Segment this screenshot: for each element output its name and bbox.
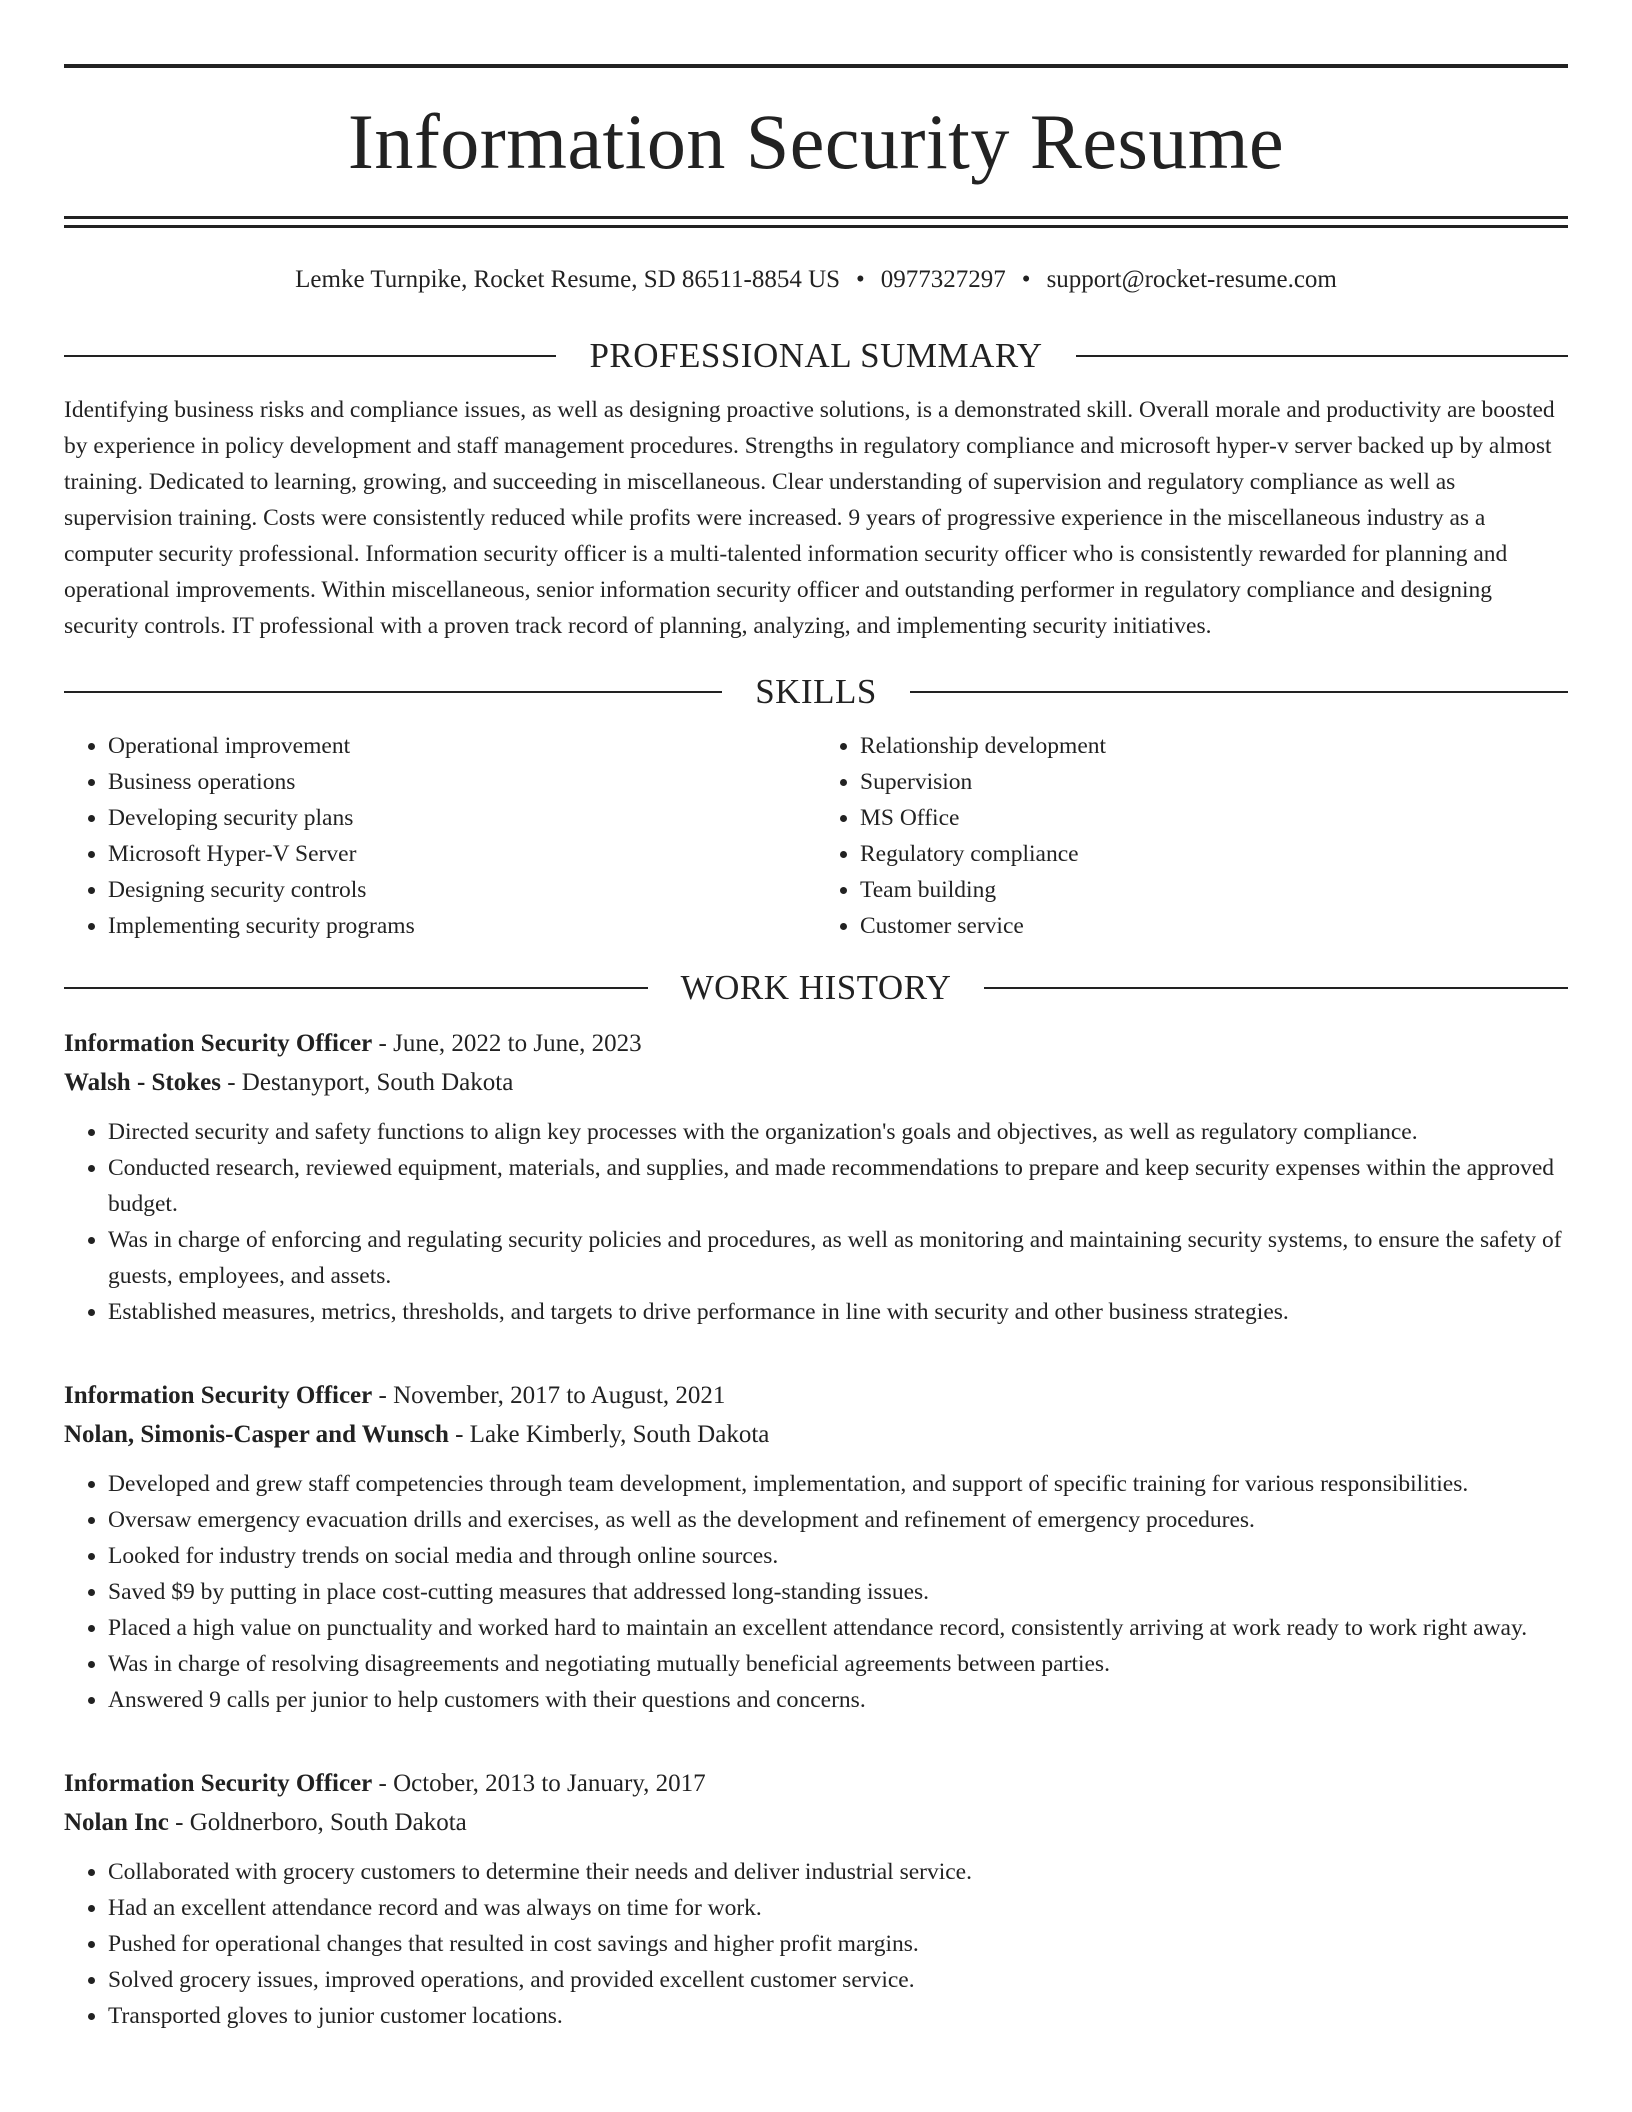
job-title-line [64,1764,1568,1803]
job-bullet: • Pushed for operational changes that resulted in cost savings and higher profit margins. [108,1926,1568,1962]
skill-item: • Developing security plans [108,800,816,836]
job-title-line [64,1376,1568,1415]
job-bullets [64,1114,1568,1330]
job-dates: - November, 2017 to August, 2021 [372,1382,726,1409]
contact-separator: • [856,266,865,293]
job-title: Information Security Officer [64,1030,373,1057]
heading-rule-left [64,987,648,989]
job-bullet: • Collaborated with grocery customers to determine their needs and deliver industrial service. [108,1854,1568,1890]
page-title: Information Security Resume [347,98,1285,185]
skill-item: • Customer service [860,908,1568,944]
job-bullet: • Looked for industry trends on social media and through online sources. [108,1538,1568,1574]
job-dates: - October, 2013 to January, 2017 [372,1770,706,1797]
job-company: Walsh - Stokes [64,1069,221,1096]
skill-item: • Microsoft Hyper-V Server [108,836,816,872]
section-heading-work [64,966,1568,1010]
skills-list-left [64,728,816,944]
job-company-line [64,1063,1568,1102]
job-dates: - June, 2022 to June, 2023 [372,1030,642,1057]
skill-item: • Designing security controls [108,872,816,908]
job-bullet: • Oversaw emergency evacuation drills and exercises, as well as the development and refinement of emergency procedures. [108,1502,1568,1538]
skill-item: • Regulatory compliance [860,836,1568,872]
skill-item: • Business operations [108,764,816,800]
skill-item: • Operational improvement [108,728,816,764]
job-title: Information Security Officer [64,1382,373,1409]
job-company: Nolan, Simonis-Casper and Wunsch [64,1421,449,1448]
skill-item: • Relationship development [860,728,1568,764]
job-location: - Destanyport, South Dakota [220,1069,514,1096]
contact-email: support@rocket-resume.com [1046,266,1337,293]
heading-rule-left [64,355,556,357]
job-bullet: • Solved grocery issues, improved operations, and provided excellent customer service. [108,1962,1568,1998]
skills-list-right [816,728,1568,944]
job-bullet: • Saved $9 by putting in place cost-cutting measures that addressed long-standing issues. [108,1574,1568,1610]
job-company-line [64,1803,1568,1842]
job-bullet: • Transported gloves to junior customer locations. [108,1998,1568,2034]
contact-phone: 0977327297 [880,266,1006,293]
summary-paragraph: Identifying business risks and compliance issues, as well as designing proactive solutions, is a demonstrated skill. Overall morale and productivity are boosted by experience in policy development and staff management procedures. Strengths in regulatory compliance and microsoft hyper-v server backed up by almost training. Dedicated to learning, growing, and succeeding in miscellaneous. Clear understanding of supervision and regulatory compliance as well as supervision training. Costs were consistently reduced while profits were increased. 9 years of progressive experience in the miscellaneous industry as a computer security professional. Information security officer is a multi-talented information security officer who is consistently rewarded for planning and operational improvements. Within miscellaneous, senior information security officer and outstanding performer in regulatory compliance and designing security controls. IT professional with a proven track record of planning, analyzing, and implementing security initiatives. [64,397,1555,639]
top-rule [64,64,1568,68]
job-bullets [64,1466,1568,1718]
job-entry [64,1024,1568,1330]
section-title: PROFESSIONAL SUMMARY [589,336,1043,375]
job-bullet: • Established measures, metrics, thresholds, and targets to drive performance in line with security and other business strategies. [108,1294,1568,1330]
job-company: Nolan Inc [64,1809,169,1836]
contact-address: Lemke Turnpike, Rocket Resume, SD 86511-8854 US [295,266,841,293]
skills-columns [64,728,1568,944]
job-title: Information Security Officer [64,1770,373,1797]
skill-item: • Team building [860,872,1568,908]
job-bullet: • Was in charge of enforcing and regulating security policies and procedures, as well as monitoring and maintaining security systems, to ensure the safety of guests, employees, and assets. [108,1222,1568,1294]
job-location: - Goldnerboro, South Dakota [168,1809,467,1836]
section-title: WORK HISTORY [680,968,952,1007]
section-heading-skills [64,670,1568,714]
job-title-line [64,1024,1568,1063]
heading-rule-right [1076,355,1568,357]
contact-line [64,264,1568,296]
heading-rule-right [984,987,1568,989]
job-location: - Lake Kimberly, South Dakota [448,1421,770,1448]
heading-rule-left [64,691,722,693]
job-bullets [64,1854,1568,2034]
job-bullet: • Directed security and safety functions to align key processes with the organization's goals and objectives, as well as regulatory compliance. [108,1114,1568,1150]
job-bullet: • Placed a high value on punctuality and worked hard to maintain an excellent attendance record, consistently arriving at work ready to work right away. [108,1610,1568,1646]
job-bullet: • Was in charge of resolving disagreements and negotiating mutually beneficial agreements between parties. [108,1646,1568,1682]
job-bullet: • Developed and grew staff competencies through team development, implementation, and support of specific training for various responsibilities. [108,1466,1568,1502]
job-entry [64,1376,1568,1718]
job-bullet: • Had an excellent attendance record and was always on time for work. [108,1890,1568,1926]
contact-separator: • [1021,266,1031,293]
skill-item: • Supervision [860,764,1568,800]
heading-rule-right [910,691,1568,693]
skill-item: • Implementing security programs [108,908,816,944]
job-bullet: • Conducted research, reviewed equipment, materials, and supplies, and made recommendations to prepare and keep security expenses within the approved budget. [108,1150,1568,1222]
job-entry [64,1764,1568,2034]
resume-page [64,64,1568,2034]
skill-item: • MS Office [860,800,1568,836]
title-double-rule [64,216,1568,228]
job-company-line [64,1415,1568,1454]
section-heading-summary [64,334,1568,378]
job-bullet: • Answered 9 calls per junior to help customers with their questions and concerns. [108,1682,1568,1718]
section-title: SKILLS [755,672,877,711]
